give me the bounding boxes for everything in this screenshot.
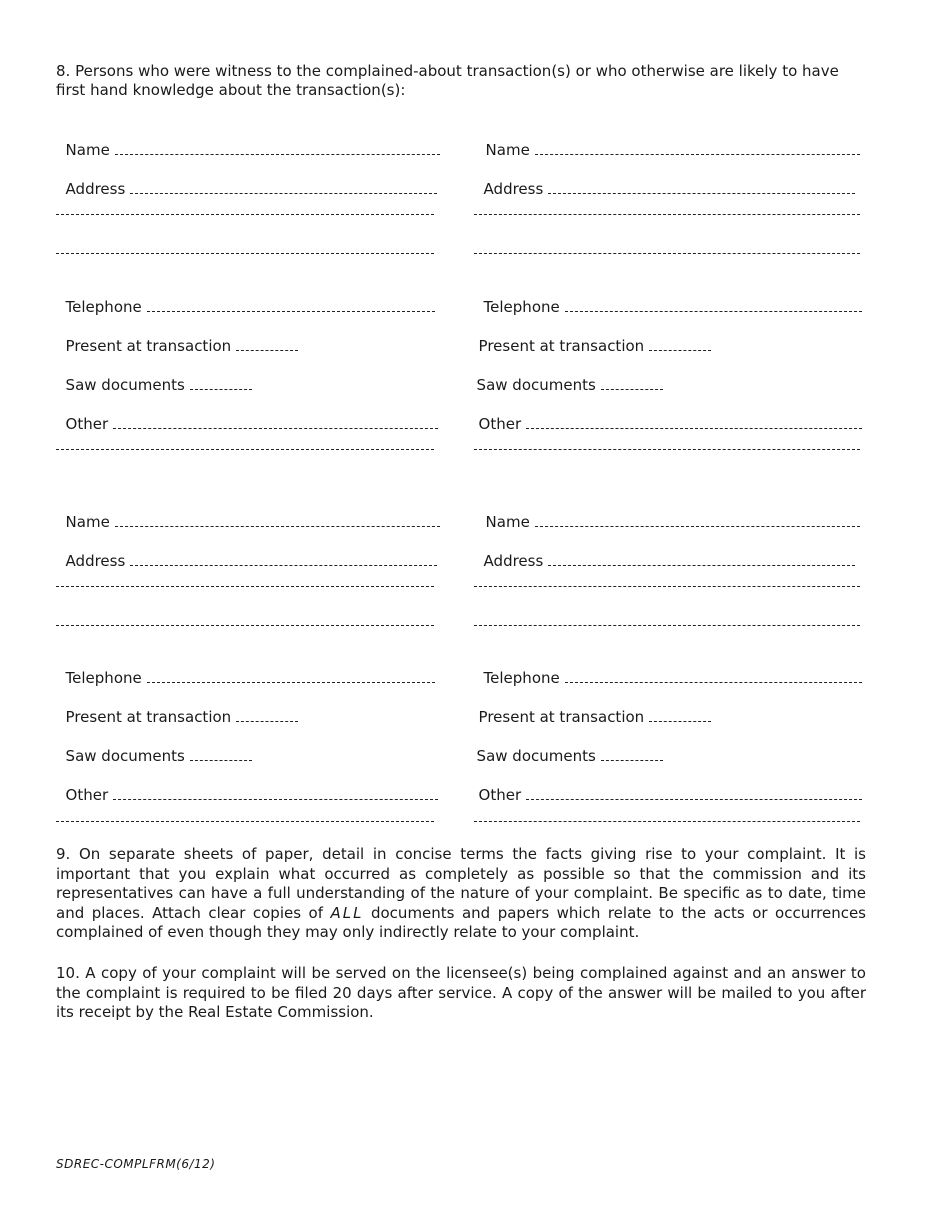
witness-4-other-row — [469, 766, 862, 805]
witness-4-other-field[interactable] — [526, 785, 862, 800]
saw-documents-label: Saw documents — [476, 747, 596, 765]
witness-4-saw-documents-row — [467, 727, 663, 766]
present-label: Present at transaction — [65, 708, 232, 726]
name-label: Name — [485, 513, 530, 531]
section-8-heading: 8. Persons who were witness to the complained-about transaction(s) or who otherwise are likely to have first hand knowledge about the transaction(s): — [56, 62, 839, 99]
other-label: Other — [65, 415, 109, 433]
section-10-paragraph: 10. A copy of your complaint will be served on the licensee(s) being complained against and an answer to the complaint is required to be filed 20 days after service. A copy of the answer will be mailed to you after its receipt by the Real Estate Commission. — [56, 964, 866, 1021]
witness-4-address-line-3[interactable] — [474, 625, 860, 626]
witness-2-address-field[interactable] — [548, 179, 855, 194]
witness-4-name-row — [476, 493, 860, 532]
witness-2-present-row — [469, 317, 711, 356]
name-label: Name — [485, 141, 530, 159]
witness-4-telephone-field[interactable] — [565, 668, 862, 683]
present-label: Present at transaction — [478, 708, 645, 726]
witness-2-telephone-row — [474, 278, 862, 317]
witness-2-saw-documents-row — [467, 356, 663, 395]
witness-4-other-line-2[interactable] — [474, 821, 860, 822]
witness-4-address-field[interactable] — [548, 551, 855, 566]
section-9-emphasis: ALL — [330, 903, 364, 922]
witness-3-other-field[interactable] — [113, 785, 438, 800]
witness-1-address-line-2[interactable] — [56, 214, 434, 215]
telephone-label: Telephone — [65, 669, 142, 687]
witness-3-other-line-2[interactable] — [56, 821, 434, 822]
witness-1-present-field[interactable] — [236, 336, 298, 351]
witness-2-present-field[interactable] — [649, 336, 711, 351]
witness-1-address-row — [56, 160, 437, 199]
witness-4-telephone-row — [474, 649, 862, 688]
section-9-paragraph — [56, 845, 866, 943]
saw-documents-label: Saw documents — [65, 747, 185, 765]
witness-1-address-line-3[interactable] — [56, 253, 434, 254]
witness-1-saw-documents-field[interactable] — [190, 375, 252, 390]
address-label: Address — [483, 552, 544, 570]
witness-3-name-row — [56, 493, 440, 532]
witness-4-present-field[interactable] — [649, 707, 711, 722]
address-label: Address — [483, 180, 544, 198]
other-label: Other — [478, 786, 522, 804]
witness-3-address-field[interactable] — [130, 551, 437, 566]
witness-2-name-field[interactable] — [535, 140, 860, 155]
witness-3-name-field[interactable] — [115, 512, 440, 527]
witness-3-saw-documents-row — [56, 727, 252, 766]
witness-1-telephone-field[interactable] — [147, 297, 435, 312]
telephone-label: Telephone — [483, 298, 560, 316]
witness-1-present-row — [56, 317, 298, 356]
witness-3-present-field[interactable] — [236, 707, 298, 722]
witness-1-other-line-2[interactable] — [56, 449, 434, 450]
witness-2-address-line-2[interactable] — [474, 214, 860, 215]
witness-3-saw-documents-field[interactable] — [190, 746, 252, 761]
witness-1-other-field[interactable] — [113, 414, 438, 429]
telephone-label: Telephone — [483, 669, 560, 687]
present-label: Present at transaction — [65, 337, 232, 355]
present-label: Present at transaction — [478, 337, 645, 355]
witness-3-address-line-3[interactable] — [56, 625, 434, 626]
witness-3-address-row — [56, 532, 437, 571]
witness-2-telephone-field[interactable] — [565, 297, 862, 312]
witness-4-present-row — [469, 688, 711, 727]
witness-1-telephone-row — [56, 278, 435, 317]
witness-3-present-row — [56, 688, 298, 727]
witness-2-saw-documents-field[interactable] — [601, 375, 663, 390]
saw-documents-label: Saw documents — [65, 376, 185, 394]
witness-1-address-field[interactable] — [130, 179, 437, 194]
name-label: Name — [65, 513, 110, 531]
witness-4-address-line-2[interactable] — [474, 586, 860, 587]
address-label: Address — [65, 180, 126, 198]
section-9-text-1: 9. On separate sheets of paper, detail in concise terms the facts giving rise to your complaint. It is important that you explain what occurred as completely as possible so that the commission and its representatives can have a full understanding of the nature of your complaint. Be specific as to date, time and places. Attach clear copies of — [56, 845, 866, 922]
witness-3-telephone-field[interactable] — [147, 668, 435, 683]
witness-2-other-field[interactable] — [526, 414, 862, 429]
witness-1-name-row — [56, 121, 440, 160]
name-label: Name — [65, 141, 110, 159]
witness-3-other-row — [56, 766, 438, 805]
saw-documents-label: Saw documents — [476, 376, 596, 394]
other-label: Other — [65, 786, 109, 804]
witness-1-name-field[interactable] — [115, 140, 440, 155]
witness-3-address-line-2[interactable] — [56, 586, 434, 587]
witness-4-address-row — [474, 532, 855, 571]
telephone-label: Telephone — [65, 298, 142, 316]
witness-4-name-field[interactable] — [535, 512, 860, 527]
witness-2-address-row — [474, 160, 855, 199]
other-label: Other — [478, 415, 522, 433]
witness-1-saw-documents-row — [56, 356, 252, 395]
section-9-text-2: documents and papers which relate to the acts or occurrences complained of even though they may only indirectly relate to your complaint. — [56, 903, 866, 941]
witness-1-other-row — [56, 395, 438, 434]
witness-3-telephone-row — [56, 649, 435, 688]
witness-2-other-line-2[interactable] — [474, 449, 860, 450]
witness-2-name-row — [476, 121, 860, 160]
witness-2-address-line-3[interactable] — [474, 253, 860, 254]
witness-4-saw-documents-field[interactable] — [601, 746, 663, 761]
form-code: SDREC-COMPLFRM(6/12) — [56, 1157, 216, 1171]
address-label: Address — [65, 552, 126, 570]
witness-2-other-row — [469, 395, 862, 434]
